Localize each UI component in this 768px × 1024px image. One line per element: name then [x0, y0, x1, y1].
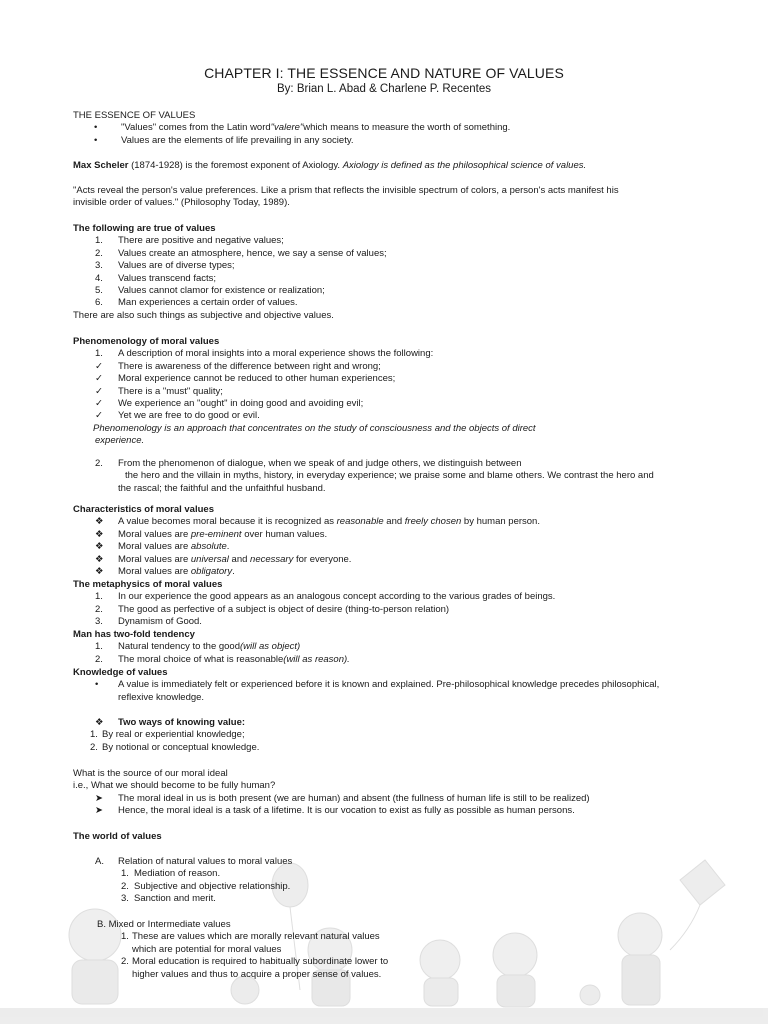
- list-number: 1.: [121, 931, 129, 943]
- list-item-text: There are positive and negative values;: [118, 235, 284, 247]
- list-item-text: The good as perfective of a subject is object of desire (thing-to-person relation): [118, 603, 450, 615]
- text-run: over human values.: [241, 528, 328, 540]
- check-icon: ✓: [95, 373, 103, 385]
- list-item-text: Values transcend facts;: [118, 272, 217, 284]
- section-heading: Knowledge of values: [73, 667, 168, 678]
- list-item-text: [118, 516, 540, 528]
- knowledge-section: [73, 667, 659, 704]
- list-item: [73, 348, 536, 360]
- list-item-text: B. Mixed or Intermediate values: [97, 919, 231, 930]
- list-number: 2.: [95, 653, 103, 665]
- list-item-text: We experience an "ought" in doing good and avoiding evil;: [118, 398, 364, 410]
- text-run: for everyone.: [293, 553, 352, 565]
- list-item: [73, 868, 292, 880]
- italic-run: freely chosen: [404, 516, 462, 528]
- list-item-text: which means to measure the worth of something.: [303, 122, 511, 134]
- list-item: [73, 893, 292, 905]
- list-item-text: reflexive knowledge.: [118, 691, 205, 703]
- list-item-text: [118, 554, 351, 566]
- list-item-text: A description of moral insights into a moral experience shows the following:: [118, 348, 434, 360]
- scheler-paragraph: [73, 160, 586, 172]
- list-item: [73, 554, 540, 566]
- list-item: [73, 591, 555, 603]
- list-item-text: Man experiences a certain order of values.: [118, 297, 298, 309]
- italic-run: pre-eminent: [190, 528, 242, 540]
- world-a: [73, 856, 292, 906]
- phenomenology-item-2: [73, 458, 654, 495]
- list-number: 1.: [90, 729, 98, 741]
- list-number: 2.: [121, 956, 129, 968]
- list-item: [73, 285, 387, 297]
- list-number: 3.: [121, 893, 129, 905]
- list-item: [73, 273, 387, 285]
- list-item: [73, 297, 387, 309]
- list-number: 1.: [95, 348, 103, 360]
- list-item-text: [118, 529, 327, 541]
- quote-paragraph: [73, 185, 619, 210]
- list-number: 1.: [121, 868, 129, 880]
- list-item-text: A value is immediately felt or experienced before it is known and explained. Pre-philosophical knowledge precedes philosophical,: [118, 679, 660, 691]
- section-heading: Phenomenology of moral values: [73, 336, 220, 347]
- section-heading: The world of values: [73, 831, 162, 842]
- arrow-item: [73, 793, 590, 805]
- list-item-text: Sanction and merit.: [134, 893, 216, 905]
- list-item-text: Values cannot clamor for existence or realization;: [118, 285, 325, 297]
- list-item-text: Dynamism of Good.: [118, 616, 202, 628]
- source-section: [73, 768, 590, 818]
- section-heading: THE ESSENCE OF VALUES: [73, 110, 196, 121]
- subheading: Two ways of knowing value:: [118, 717, 246, 728]
- list-item: [73, 956, 388, 968]
- world-a-title: [73, 856, 292, 868]
- list-item-text: which are potential for moral values: [132, 943, 282, 955]
- list-item-text: Values are the elements of life prevailing in any society.: [121, 134, 354, 146]
- list-item: [73, 516, 540, 528]
- text-run: A value becomes moral because it is recognized as: [118, 516, 337, 528]
- list-item: [73, 742, 259, 754]
- list-item: [73, 248, 387, 260]
- text-run: Moral values are: [118, 541, 191, 553]
- list-item-text: Values create an atmosphere, hence, we say a sense of values;: [118, 247, 387, 259]
- arrow-item: [73, 805, 590, 817]
- essence-section: [73, 110, 510, 147]
- list-item-text: [118, 541, 229, 553]
- list-item-text: From the phenomenon of dialogue, when we speak of and judge others, we distinguish between: [118, 458, 522, 469]
- bullet-marker: •: [94, 122, 98, 134]
- list-item: [73, 529, 540, 541]
- list-item-text: higher values and thus to acquire a proper sense of values.: [132, 968, 382, 980]
- arrow-icon: ➤: [95, 792, 103, 804]
- check-icon: ✓: [95, 360, 103, 372]
- list-item: [73, 931, 388, 943]
- phenomenology-note: experience.: [95, 435, 145, 447]
- list-item: [73, 260, 387, 272]
- diamond-icon: ❖: [95, 717, 104, 728]
- list-letter: A.: [95, 856, 104, 867]
- list-number: 1.: [95, 641, 103, 653]
- scheler-text: (1874-1928) is the foremost exponent of Axiology.: [128, 160, 343, 171]
- list-item: [73, 541, 540, 553]
- check-item: [73, 361, 536, 373]
- list-number: 5.: [95, 285, 103, 297]
- list-item-text: Values are of diverse types;: [118, 260, 235, 272]
- text-run: and: [228, 553, 251, 565]
- list-item-text: Mediation of reason.: [134, 868, 221, 880]
- phenomenology-note: Phenomenology is an approach that concentrates on the study of consciousness and the objects of direct: [93, 422, 536, 434]
- list-item-text: These are values which are morally relevant natural values: [132, 931, 380, 943]
- list-item: [73, 881, 292, 893]
- list-number: 4.: [95, 272, 103, 284]
- list-number: 2.: [121, 880, 129, 892]
- list-item-italic: (will as reason).: [283, 653, 350, 665]
- section-heading: Characteristics of moral values: [73, 504, 214, 515]
- page-title: CHAPTER I: THE ESSENCE AND NATURE OF VALUES: [204, 65, 564, 81]
- section-heading: The metaphysics of moral values: [73, 579, 223, 590]
- text-run: Moral values are: [118, 566, 191, 578]
- list-item-text: Relation of natural values to moral values: [118, 856, 293, 867]
- text-run: Moral values are: [118, 528, 191, 540]
- quote-line: invisible order of values." (Philosophy Today, 1989).: [73, 197, 290, 209]
- check-icon: ✓: [95, 410, 103, 422]
- diamond-icon: ❖: [95, 541, 104, 553]
- paragraph: There are also such things as subjective and objective values.: [73, 309, 334, 321]
- list-item-text: Moral education is required to habitually subordinate lower to: [132, 956, 389, 968]
- paragraph: i.e., What we should become to be fully human?: [73, 780, 276, 792]
- list-item-text: There is awareness of the difference between right and wrong;: [118, 360, 381, 372]
- list-item: [73, 135, 510, 147]
- list-number: 6.: [95, 297, 103, 309]
- list-item: [73, 641, 350, 653]
- world-section: [73, 831, 162, 843]
- check-item: [73, 373, 536, 385]
- list-item: [73, 654, 350, 666]
- bullet-marker: •: [94, 134, 98, 146]
- text-run: by human person.: [461, 516, 540, 528]
- two-ways-heading: [73, 717, 259, 729]
- list-item-text: There is a "must" quality;: [118, 385, 223, 397]
- list-item: [73, 122, 510, 134]
- world-b: [73, 919, 388, 981]
- section-heading: Man has two-fold tendency: [73, 629, 195, 640]
- list-number: 1.: [95, 591, 103, 603]
- italic-run: obligatory: [190, 566, 233, 578]
- list-item-text: "Values" comes from the Latin word: [121, 122, 271, 134]
- list-item-italic: "valere": [270, 122, 304, 134]
- twofold-section: [73, 629, 350, 666]
- list-item: [73, 604, 555, 616]
- text-run: .: [226, 541, 230, 553]
- list-number: 2.: [95, 458, 103, 469]
- list-item: [73, 729, 259, 741]
- text-run: .: [232, 566, 235, 578]
- text-run: Moral values are: [118, 553, 191, 565]
- list-item-text: Moral experience cannot be reduced to other human experiences;: [118, 373, 396, 385]
- scheler-name: Max Scheler: [73, 160, 129, 171]
- list-item: [73, 616, 555, 628]
- true-of-values-section: [73, 223, 387, 322]
- check-icon: ✓: [95, 385, 103, 397]
- list-item: [73, 235, 387, 247]
- list-item-text: In our experience the good appears as an analogous concept according to the various grades of beings.: [118, 591, 556, 603]
- check-item: [73, 398, 536, 410]
- list-item-text: the rascal; the faithful and the unfaithful husband.: [118, 482, 326, 494]
- list-item-text: [118, 566, 235, 578]
- diamond-icon: ❖: [95, 516, 104, 528]
- italic-run: reasonable: [336, 516, 384, 528]
- list-item-text: Subjective and objective relationship.: [134, 880, 291, 892]
- list-number: 3.: [95, 616, 103, 628]
- list-item-italic: (will as object): [240, 641, 301, 653]
- check-icon: ✓: [95, 398, 103, 410]
- list-item: [73, 566, 540, 578]
- italic-run: necessary: [250, 553, 294, 565]
- text-run: and: [383, 516, 405, 528]
- list-item-text: the hero and the villain in myths, history, in everyday experience; we praise some and blame others. We contrast the hero and: [125, 470, 654, 482]
- list-number: 2.: [90, 741, 98, 753]
- list-item: [73, 458, 654, 470]
- diamond-icon: ❖: [95, 528, 104, 540]
- paragraph: What is the source of our moral ideal: [73, 768, 228, 779]
- quote-line: "Acts reveal the person's value preferences. Like a prism that reflects the invisible spectrum of colors, a person's acts manifest his: [73, 185, 619, 196]
- list-number: 2.: [95, 247, 103, 259]
- list-item-text: The moral choice of what is reasonable: [118, 653, 284, 665]
- metaphysics-section: [73, 579, 555, 629]
- list-number: 1.: [95, 235, 103, 247]
- list-item-text: Yet we are free to do good or evil.: [118, 410, 260, 422]
- list-number: 2.: [95, 603, 103, 615]
- list-number: 3.: [95, 260, 103, 272]
- diamond-icon: ❖: [95, 553, 104, 565]
- check-item: [73, 386, 536, 398]
- list-item-text: The moral ideal in us is both present (we are human) and absent (the fullness of human life is still to be realized): [118, 792, 590, 804]
- section-heading: The following are true of values: [73, 223, 216, 234]
- list-item-text: Natural tendency to the good: [118, 641, 241, 653]
- arrow-icon: ➤: [95, 805, 103, 817]
- list-item-text: Hence, the moral ideal is a task of a lifetime. It is our vocation to exist as fully as possible as human persons.: [118, 805, 575, 817]
- characteristics-list: [73, 516, 540, 578]
- characteristics-section: [73, 504, 540, 578]
- check-item: [73, 410, 536, 422]
- phenomenology-section: [73, 336, 536, 448]
- bullet-marker: •: [95, 679, 99, 691]
- list-item: [73, 679, 659, 691]
- two-ways-section: [73, 717, 259, 754]
- list-item-text: By notional or conceptual knowledge.: [102, 741, 260, 753]
- list-item-text: By real or experiential knowledge;: [102, 729, 245, 741]
- diamond-icon: ❖: [95, 566, 104, 578]
- scheler-italic: Axiology is defined as the philosophical science of values.: [342, 160, 587, 171]
- italic-run: universal: [190, 553, 229, 565]
- byline: By: Brian L. Abad & Charlene P. Recentes: [277, 83, 491, 95]
- italic-run: absolute: [190, 541, 227, 553]
